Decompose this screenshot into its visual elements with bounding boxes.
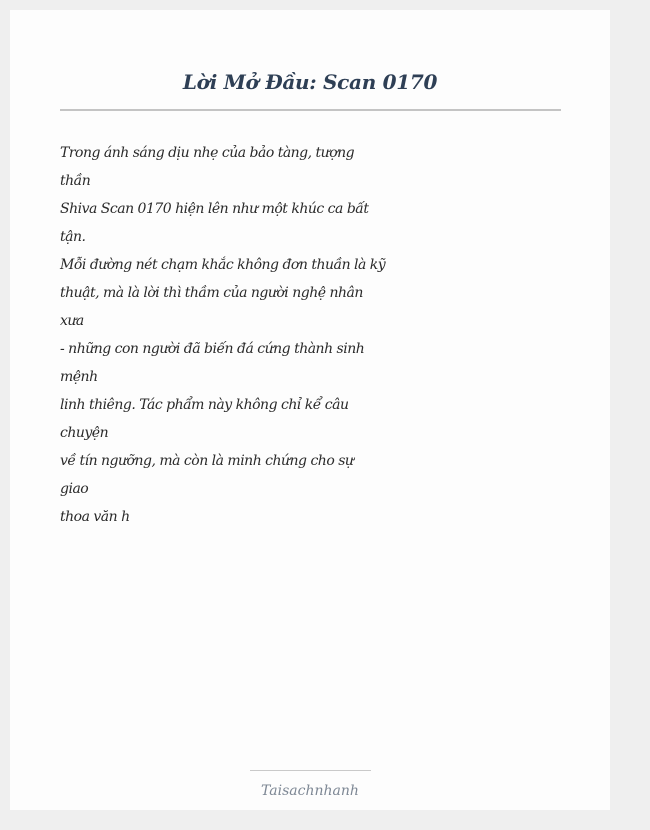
- body-line: mệnh: [60, 369, 98, 385]
- body-line: xưa: [60, 313, 84, 329]
- title-divider: [60, 109, 561, 111]
- body-line: Shiva Scan 0170 hiện lên như một khúc ca bất: [60, 201, 369, 217]
- footer-site-name: Taisachnhanh: [261, 783, 359, 799]
- body-line: về tín ngưỡng, mà còn là minh chứng cho sự: [60, 453, 354, 469]
- body-line: linh thiêng. Tác phẩm này không chỉ kể câu: [60, 397, 349, 413]
- body-line: Trong ánh sáng dịu nhẹ của bảo tàng, tượng: [60, 145, 355, 161]
- body-line: thần: [60, 173, 91, 189]
- body-line: chuyện: [60, 425, 109, 441]
- document-page: [10, 10, 610, 810]
- body-text: [60, 139, 390, 531]
- footer-divider: [250, 770, 371, 771]
- body-line: Mỗi đường nét chạm khắc không đơn thuần là kỹ: [60, 257, 386, 273]
- page-title: Lời Mở Đầu: Scan 0170: [182, 70, 438, 94]
- body-line: tận.: [60, 229, 86, 245]
- body-line: thuật, mà là lời thì thầm của người nghệ nhân: [60, 285, 363, 301]
- body-line: giao: [60, 481, 89, 497]
- body-line: - những con người đã biến đá cứng thành sinh: [60, 341, 365, 357]
- body-line: thoa văn h: [60, 509, 130, 525]
